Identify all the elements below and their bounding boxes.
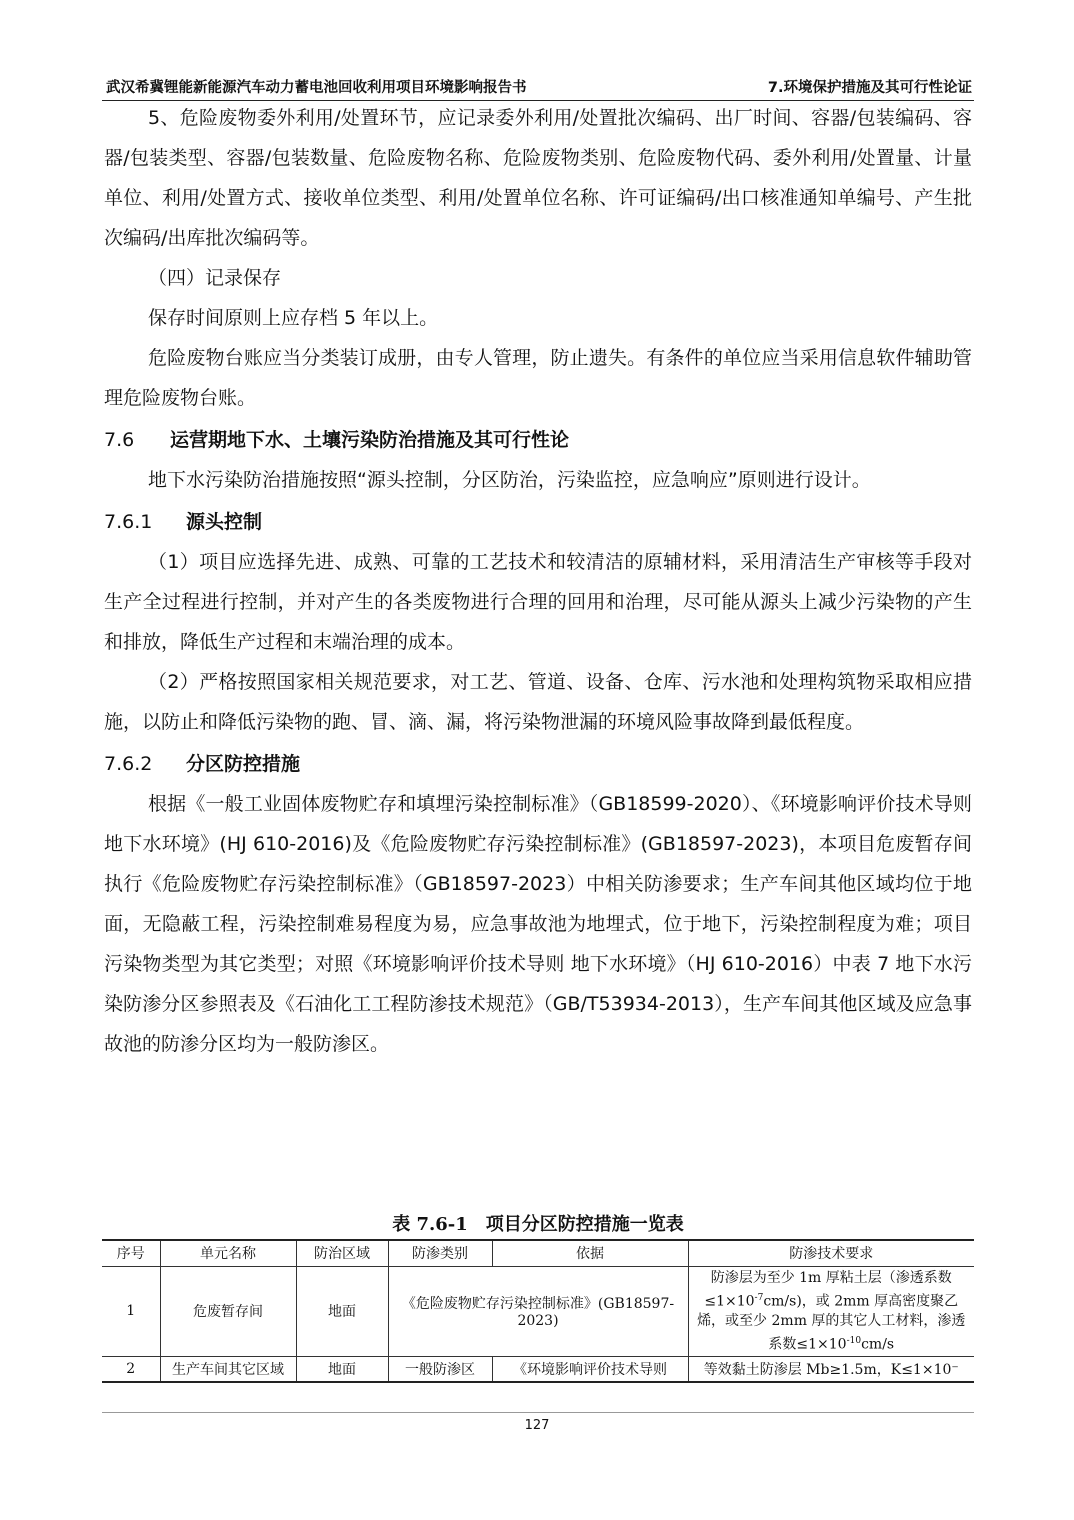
table-row xyxy=(102,1266,974,1356)
col-header-area: 防治区域 xyxy=(296,1240,388,1266)
cell-area: 地面 xyxy=(296,1356,388,1382)
paragraph-record-keeping-title: （四）记录保存 xyxy=(148,267,282,289)
cell-unit: 生产车间其它区域 xyxy=(160,1356,296,1382)
col-header-basis: 依据 xyxy=(492,1240,688,1266)
zoning-measures-table xyxy=(102,1239,974,1383)
col-header-no: 序号 xyxy=(102,1240,160,1266)
cell-basis: 《环境影响评价技术导则 xyxy=(492,1356,688,1382)
paragraph-source-control-1: （1）项目应选择先进、成熟、可靠的工艺技术和较清洁的原辅材料，采用清洁生产审核等手段对生产全过程进行控制，并对产生的各类废物进行合理的回用和治理，尽可能从源头上减少污染物的产生和排放，降低生产过程和末端治理的成本。 xyxy=(104,551,972,653)
section-title: 分区防控措施 xyxy=(186,753,301,775)
section-number: 7.6.1 xyxy=(104,511,153,533)
cell-unit: 危废暂存间 xyxy=(160,1266,296,1356)
section-title: 运营期地下水、土壤污染防治措施及其可行性论 xyxy=(170,429,570,451)
document-body xyxy=(104,98,972,1064)
cell-type: 一般防渗区 xyxy=(388,1356,492,1382)
req-exponent: -10 xyxy=(846,1336,862,1347)
cell-requirement xyxy=(688,1266,974,1356)
chapter-title: 7.环境保护措施及其可行性论证 xyxy=(767,80,972,96)
section-heading-7-6 xyxy=(104,420,972,460)
footer-divider xyxy=(102,1412,974,1413)
section-heading-7-6-2 xyxy=(104,744,972,784)
cell-basis: 《危险废物贮存污染控制标准》(GB18597-2023) xyxy=(388,1266,688,1356)
req-text-a: 防渗层为至少 1m 厚粘土层（渗透系数≤1×10 xyxy=(704,1269,952,1310)
req-exponent: -7 xyxy=(754,1292,764,1303)
paragraph-outsourced-disposal: 5、危险废物委外利用/处置环节，应记录委外利用/处置批次编码、出厂时间、容器/包装编码、容 器/包装类型、容器/包装数量、危险废物名称、危险废物类别、危险废物代码、委外利用/处置量、计量 单位、利用/处置方式、接收单位类型、利用/处置单位名称、许可证编码/出口核准通知单编号、产生批 次编码/出库批次编码等。 xyxy=(104,107,972,249)
cell-no: 1 xyxy=(102,1266,160,1356)
table-row xyxy=(102,1356,974,1382)
section-title: 源头控制 xyxy=(186,511,263,533)
paragraph-source-control-2: （2）严格按照国家相关规范要求，对工艺、管道、设备、仓库、污水池和处理构筑物采取相应措施，以防止和降低污染物的跑、冒、滴、漏，将污染物泄漏的环境风险事故降到最低程度。 xyxy=(104,671,972,733)
table-caption: 表 7.6-1 项目分区防控措施一览表 xyxy=(392,1214,684,1235)
req-text-b: cm/s)，或 2mm 厚高密度聚乙烯，或至少 2mm 厚的其它人工材料，渗透系数≤1×10 xyxy=(697,1293,966,1353)
paragraph-retention-period: 保存时间原则上应存档 5 年以上。 xyxy=(148,307,439,329)
report-title: 武汉希冀锂能新能源汽车动力蓄电池回收利用项目环境影响报告书 xyxy=(106,80,527,96)
section-number: 7.6 xyxy=(104,429,135,451)
cell-no: 2 xyxy=(102,1356,160,1382)
paragraph-zoning-basis: 根据《一般工业固体废物贮存和填埋污染控制标准》（GB18599-2020）、《环境影响评价技术导则 地下水环境》(HJ 610-2016)及《危险废物贮存污染控制标准》(GB18597-2023)，本项目危废暂存间执行《危险废物贮存污染控制标准》（GB18597-2023）中相关防渗要求；生产车间其他区域均位于地面，无隐蔽工程，污染控制难易程度为易，应急事故池为地埋式，位于地下，污染控制程度为难；项目污染物类型为其它类型；对照《环境影响评价技术导则 地下水环境》（HJ 610-2016）中表 7 地下水污染防渗分区参照表及《石油化工工程防渗技术规范》（GB/T53934-2013），生产车间其他区域及应急事故池的防渗分区均为一般防渗区。 xyxy=(104,793,972,1055)
paragraph-ledger-management: 危险废物台账应当分类装订成册，由专人管理，防止遗失。有条件的单位应当采用信息软件辅助管理危险废物台账。 xyxy=(104,347,972,409)
table-header-row xyxy=(102,1240,974,1266)
col-header-unit: 单元名称 xyxy=(160,1240,296,1266)
col-header-type: 防渗类别 xyxy=(388,1240,492,1266)
section-heading-7-6-1 xyxy=(104,502,972,542)
cell-requirement: 等效黏土防渗层 Mb≥1.5m，K≤1×10⁻ xyxy=(688,1356,974,1382)
col-header-requirement: 防渗技术要求 xyxy=(688,1240,974,1266)
req-text-c: cm/s xyxy=(861,1336,895,1353)
section-number: 7.6.2 xyxy=(104,753,153,775)
page-header xyxy=(102,74,974,101)
page-number: 127 xyxy=(524,1418,550,1433)
paragraph-groundwater-principle: 地下水污染防治措施按照“源头控制，分区防治，污染监控，应急响应”原则进行设计。 xyxy=(148,469,871,491)
cell-area: 地面 xyxy=(296,1266,388,1356)
